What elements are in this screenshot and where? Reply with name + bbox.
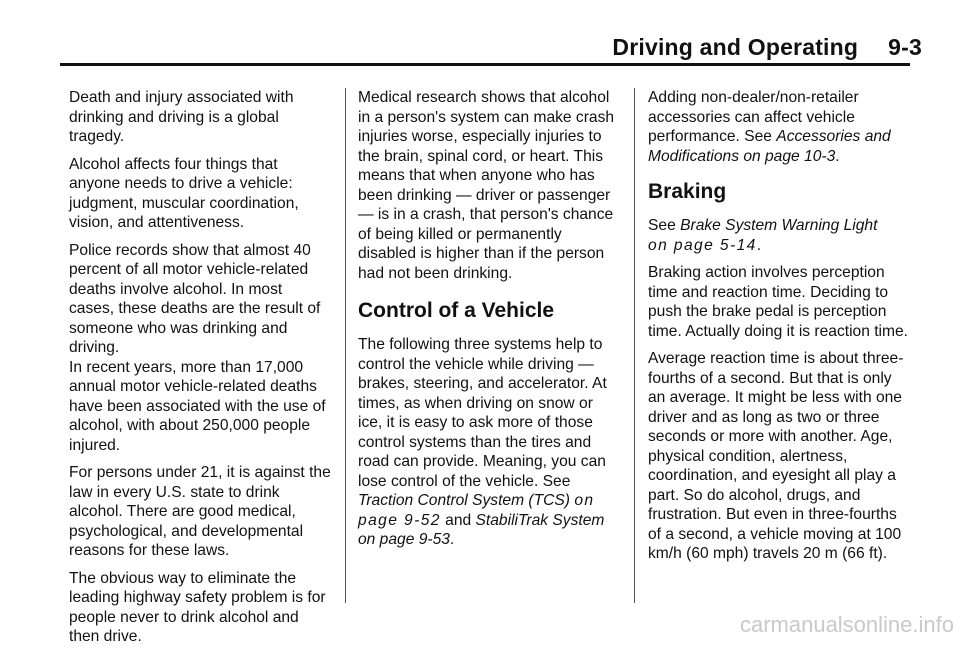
paragraph: Death and injury associated with drinking and driving is a global tragedy. xyxy=(69,89,294,145)
column-1 xyxy=(69,88,331,655)
column-3 xyxy=(648,88,910,572)
link-page-ref[interactable]: on page 5-14 xyxy=(648,236,757,254)
watermark: carmanualsonline.info xyxy=(739,612,954,637)
page-header xyxy=(612,34,922,61)
column-divider xyxy=(634,88,635,603)
paragraph: Braking action involves perception time and reaction time. Deciding to push the brake pedal is perception time. Actually doing it is reaction time. xyxy=(648,264,909,340)
link-accessories[interactable]: Accessories and Modifications on page 10-3 xyxy=(648,128,891,165)
link-stabilitrak[interactable]: StabiliTrak System on page 9-53 xyxy=(358,511,605,548)
paragraph: In recent years, more than 17,000 annual motor vehicle-related deaths have been associated with the use of alcohol, with about 250,000 people injured. xyxy=(69,358,326,454)
link-page-ref[interactable]: on page 9-52 xyxy=(358,492,595,529)
paragraph: Police records show that almost 40 percent of all motor vehicle-related deaths involve alcohol. In most cases, these deaths are the result of someone who was drinking and driving. xyxy=(69,241,321,356)
paragraph: Medical research shows that alcohol in a person's system can make crash injuries worse, especially injuries to the brain, spinal cord, or heart. This means that when anyone who has been drinking — driver or passenger — is in a crash, that person's chance of being killed or permanently disabled is higher than if the person had not been drinking. xyxy=(358,89,615,282)
paragraph: Average reaction time is about three-fourths of a second. But that is only an average. It might be less with one driver and as long as two or three seconds or more with another. Age, physical condition, alertness, coordination, and eyesight all play a part. So do alcohol, drugs, and frustration. But even in three-fourths of a second, a vehicle moving at 100 km/h (60 mph) travels 20 m (66 ft). xyxy=(648,350,904,562)
paragraph: For persons under 21, it is against the law in every U.S. state to drink alcohol. There are good medical, psychological, and developmental reasons for these laws. xyxy=(69,464,331,559)
paragraph: Alcohol affects four things that anyone needs to drive a vehicle: judgment, muscular coordination, vision, and attentiveness. xyxy=(69,155,299,231)
section-title: Driving and Operating xyxy=(612,34,859,60)
section-heading-braking: Braking xyxy=(648,180,727,203)
paragraph: The obvious way to eliminate the leading highway safety problem is for people never to drink alcohol and then drive. xyxy=(69,569,326,645)
link-traction-control[interactable]: Traction Control System (TCS) xyxy=(358,492,570,509)
paragraph: See Brake System Warning Light on page 5-14. xyxy=(648,217,878,254)
paragraph: The following three systems help to control the vehicle while driving — brakes, steering, and accelerator. At times, as when driving on snow or ice, it is easy to ask more of those control systems than the tires and road can provide. Meaning, you can lose control of the vehicle. See Traction Control System (TCS) on page 9-52 and StabiliTrak System on page 9-53. xyxy=(358,336,607,548)
column-divider xyxy=(345,88,346,603)
section-heading-control: Control of a Vehicle xyxy=(358,299,555,322)
link-brake-warning-light[interactable]: Brake System Warning Light xyxy=(680,217,878,234)
page-number: 9-3 xyxy=(888,34,922,60)
header-rule xyxy=(60,63,910,66)
paragraph: Adding non-dealer/non-retailer accessories can affect vehicle performance. See Accessories and Modifications on page 10-3. xyxy=(648,89,891,165)
column-2 xyxy=(358,88,620,558)
